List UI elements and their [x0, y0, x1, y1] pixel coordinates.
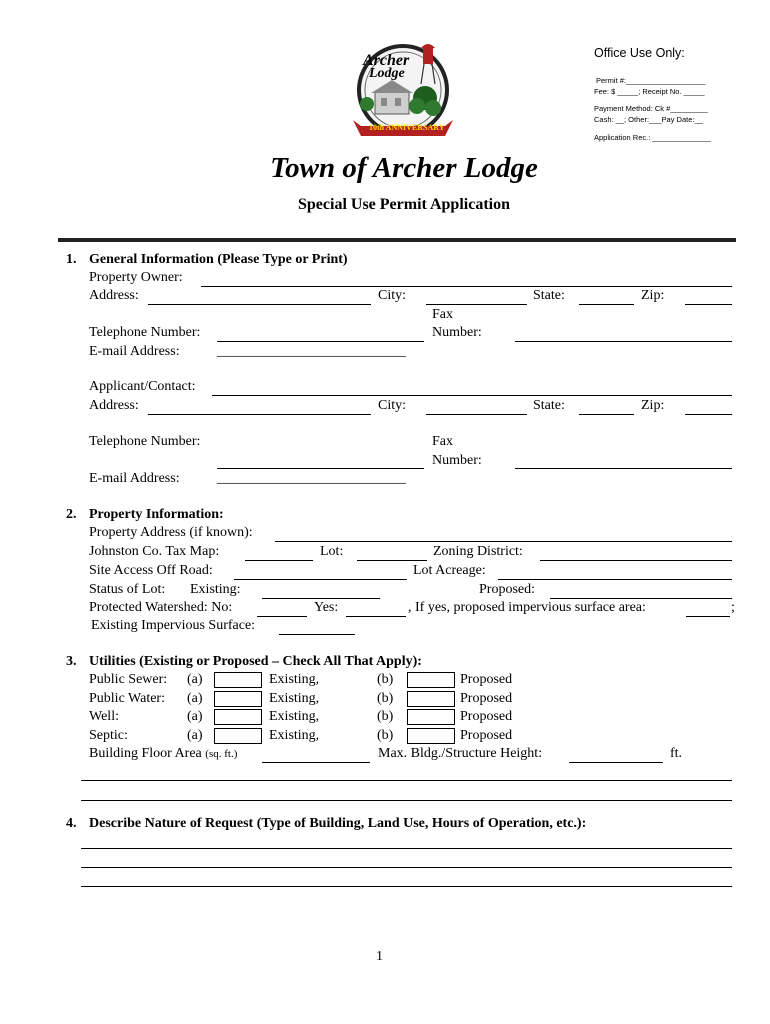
utility-existing-label: Existing, — [269, 709, 320, 724]
utility-label: Septic: — [89, 728, 128, 743]
existing-impervious-label: Existing Impervious Surface: — [91, 618, 256, 633]
floor-area-text: Building Floor Area — [89, 746, 202, 761]
utility-label: Public Water: — [89, 691, 165, 706]
payment-method-field[interactable]: Payment Method: Ck #_________ — [594, 104, 708, 113]
utility-a-label: (a) — [187, 709, 203, 724]
utility-existing-label: Existing, — [269, 672, 320, 687]
owner-fax-label: Fax — [432, 307, 453, 322]
proposed-checkbox[interactable] — [407, 709, 455, 725]
cash-other-field[interactable]: Cash: __; Other:___Pay Date:__ — [594, 115, 703, 124]
lot-label: Lot: — [320, 544, 344, 559]
permit-number-field[interactable]: Permit #:___________________ — [596, 76, 706, 85]
applicant-fax-number-label: Number: — [432, 453, 482, 468]
section4-heading: Describe Nature of Request (Type of Building, Land Use, Hours of Operation, etc.): — [89, 816, 587, 831]
section4-number: 4. — [66, 816, 77, 831]
request-description-line[interactable] — [81, 867, 732, 868]
property-owner-label: Property Owner: — [89, 270, 183, 285]
owner-email-label: E-mail Address: — [89, 344, 180, 359]
section3-number: 3. — [66, 654, 77, 669]
applicant-address-label: Address: — [89, 398, 139, 413]
applicant-email-label: E-mail Address: — [89, 471, 180, 486]
utility-a-label: (a) — [187, 728, 203, 743]
owner-fax-number-label: Number: — [432, 325, 482, 340]
applicant-input[interactable] — [212, 395, 732, 396]
utility-proposed-label: Proposed — [460, 709, 513, 724]
applicant-telephone-label: Telephone Number: — [89, 434, 201, 449]
applicant-state-label: State: — [533, 398, 565, 413]
existing-checkbox[interactable] — [214, 691, 262, 707]
owner-address-label: Address: — [89, 288, 139, 303]
utilities-notes-line[interactable] — [81, 800, 732, 801]
application-received-field[interactable]: Application Rec.: ______________ — [594, 133, 711, 142]
proposed-checkbox[interactable] — [407, 728, 455, 744]
utility-b-label: (b) — [377, 728, 394, 743]
logo-line2: Lodge — [369, 66, 405, 81]
applicant-fax-label: Fax — [432, 434, 453, 449]
site-access-input[interactable] — [234, 579, 407, 580]
proposed-checkbox[interactable] — [407, 672, 455, 688]
impervious-area-label: , If yes, proposed impervious surface area: — [408, 600, 646, 615]
site-access-label: Site Access Off Road: — [89, 563, 213, 578]
zoning-district-input[interactable] — [540, 560, 732, 561]
applicant-city-input[interactable] — [426, 414, 527, 415]
floor-area-label — [89, 746, 237, 762]
owner-state-input[interactable] — [579, 304, 634, 305]
utility-label: Public Sewer: — [89, 672, 168, 687]
lot-acreage-input[interactable] — [498, 579, 732, 580]
owner-city-label: City: — [378, 288, 407, 303]
owner-zip-label: Zip: — [641, 288, 665, 303]
office-use-heading: Office Use Only: — [594, 46, 685, 60]
status-existing-label: Existing: — [190, 582, 241, 597]
watershed-no-input[interactable] — [257, 616, 307, 617]
owner-state-label: State: — [533, 288, 565, 303]
owner-fax-input[interactable] — [515, 341, 732, 342]
applicant-telephone-input[interactable] — [217, 468, 424, 469]
status-of-lot-label: Status of Lot: — [89, 582, 166, 597]
owner-email-input[interactable]: ___________________________ — [217, 344, 406, 359]
section1-number: 1. — [66, 252, 77, 267]
utility-b-label: (b) — [377, 709, 394, 724]
property-owner-input[interactable] — [201, 286, 732, 287]
applicant-city-label: City: — [378, 398, 407, 413]
tax-map-label: Johnston Co. Tax Map: — [89, 544, 220, 559]
utility-existing-label: Existing, — [269, 728, 320, 743]
applicant-fax-input[interactable] — [515, 468, 732, 469]
zoning-district-label: Zoning District: — [433, 544, 523, 559]
section2-heading: Property Information: — [89, 507, 224, 522]
floor-area-input[interactable] — [262, 762, 370, 763]
status-proposed-label: Proposed: — [479, 582, 535, 597]
max-height-label: Max. Bldg./Structure Height: — [378, 746, 543, 761]
max-height-input[interactable] — [569, 762, 663, 763]
applicant-address-input[interactable] — [148, 414, 371, 415]
utility-b-label: (b) — [377, 691, 394, 706]
section3-heading: Utilities (Existing or Proposed – Check All That Apply): — [89, 654, 422, 669]
page-subtitle: Special Use Permit Application — [298, 196, 510, 213]
proposed-checkbox[interactable] — [407, 691, 455, 707]
page-number: 1 — [376, 949, 383, 964]
utility-proposed-label: Proposed — [460, 672, 513, 687]
existing-checkbox[interactable] — [214, 728, 262, 744]
applicant-zip-input[interactable] — [685, 414, 732, 415]
property-address-label: Property Address (if known): — [89, 525, 253, 540]
applicant-zip-label: Zip: — [641, 398, 665, 413]
owner-address-input[interactable] — [148, 304, 371, 305]
applicant-label: Applicant/Contact: — [89, 379, 196, 394]
fee-receipt-field[interactable]: Fee: $ _____; Receipt No. _____ — [594, 87, 705, 96]
status-proposed-input[interactable] — [550, 598, 732, 599]
owner-zip-input[interactable] — [685, 304, 732, 305]
applicant-email-input[interactable]: ___________________________ — [217, 471, 406, 486]
logo-line1: Archer — [363, 52, 410, 69]
owner-city-input[interactable] — [426, 304, 527, 305]
section2-number: 2. — [66, 507, 77, 522]
town-seal-logo — [345, 40, 463, 145]
existing-impervious-input[interactable] — [279, 634, 355, 635]
utility-existing-label: Existing, — [269, 691, 320, 706]
existing-checkbox[interactable] — [214, 709, 262, 725]
owner-telephone-input[interactable] — [217, 341, 424, 342]
watershed-yes-label: Yes: — [314, 600, 339, 615]
watershed-no-label: Protected Watershed: No: — [89, 600, 233, 615]
utility-label: Well: — [89, 709, 119, 724]
status-existing-input[interactable] — [262, 598, 380, 599]
owner-telephone-label: Telephone Number: — [89, 325, 201, 340]
utility-a-label: (a) — [187, 691, 203, 706]
request-description-line[interactable] — [81, 886, 732, 887]
section1-heading: General Information (Please Type or Print) — [89, 252, 348, 267]
existing-checkbox[interactable] — [214, 672, 262, 688]
page-title: Town of Archer Lodge — [270, 152, 538, 184]
watershed-yes-input[interactable] — [346, 616, 406, 617]
request-description-line[interactable] — [81, 848, 732, 849]
logo-banner: 10th ANNIVERSARY — [369, 123, 445, 132]
impervious-semicolon: ; — [731, 600, 735, 615]
lot-input[interactable] — [357, 560, 427, 561]
header-divider — [58, 238, 736, 242]
tax-map-input[interactable] — [245, 560, 313, 561]
applicant-state-input[interactable] — [579, 414, 634, 415]
utility-proposed-label: Proposed — [460, 691, 513, 706]
impervious-area-input[interactable] — [686, 616, 730, 617]
feet-unit: ft. — [670, 746, 683, 761]
property-address-input[interactable] — [275, 541, 732, 542]
utility-proposed-label: Proposed — [460, 728, 513, 743]
utility-b-label: (b) — [377, 672, 394, 687]
utilities-notes-line[interactable] — [81, 780, 732, 781]
sqft-unit: (sq. ft.) — [205, 748, 238, 760]
utility-a-label: (a) — [187, 672, 203, 687]
lot-acreage-label: Lot Acreage: — [413, 563, 486, 578]
